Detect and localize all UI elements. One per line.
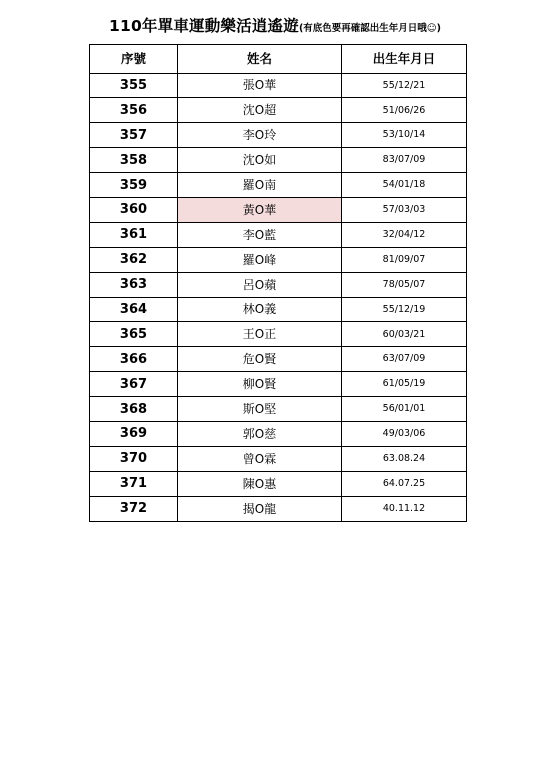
row-name: 揭O龍 (178, 496, 342, 521)
table-row (90, 446, 467, 471)
table-row (90, 471, 467, 496)
row-birthdate: 60/03/21 (342, 322, 467, 347)
row-birthdate: 57/03/03 (342, 197, 467, 222)
row-number: 369 (90, 421, 178, 446)
row-number: 371 (90, 471, 178, 496)
row-birthdate: 56/01/01 (342, 397, 467, 422)
row-birthdate: 32/04/12 (342, 222, 467, 247)
table-row (90, 322, 467, 347)
page-title (0, 14, 550, 36)
row-name: 斯O堅 (178, 397, 342, 422)
table-row (90, 222, 467, 247)
table-row (90, 297, 467, 322)
row-number: 370 (90, 446, 178, 471)
row-name: 沈O如 (178, 148, 342, 173)
row-name: 羅O南 (178, 173, 342, 198)
row-number: 359 (90, 173, 178, 198)
row-name: 林O義 (178, 297, 342, 322)
row-name: 呂O蘋 (178, 272, 342, 297)
row-number: 361 (90, 222, 178, 247)
row-number: 356 (90, 98, 178, 123)
row-number: 372 (90, 496, 178, 521)
row-birthdate: 55/12/19 (342, 297, 467, 322)
table-row (90, 123, 467, 148)
row-number: 363 (90, 272, 178, 297)
row-name: 張O華 (178, 73, 342, 98)
row-number: 362 (90, 247, 178, 272)
table-body (90, 73, 467, 521)
table-row (90, 272, 467, 297)
row-name: 危O賢 (178, 347, 342, 372)
row-number: 355 (90, 73, 178, 98)
row-name: 曾O霖 (178, 446, 342, 471)
row-birthdate: 53/10/14 (342, 123, 467, 148)
row-birthdate: 51/06/26 (342, 98, 467, 123)
row-birthdate: 83/07/09 (342, 148, 467, 173)
row-number: 367 (90, 372, 178, 397)
header-name: 姓名 (178, 45, 342, 74)
row-birthdate: 55/12/21 (342, 73, 467, 98)
row-number: 366 (90, 347, 178, 372)
table-row (90, 347, 467, 372)
row-number: 368 (90, 397, 178, 422)
row-birthdate: 49/03/06 (342, 421, 467, 446)
table-row (90, 98, 467, 123)
table-row (90, 148, 467, 173)
row-name: 沈O超 (178, 98, 342, 123)
row-name: 羅O峰 (178, 247, 342, 272)
row-name: 郭O慈 (178, 421, 342, 446)
row-name: 李O玲 (178, 123, 342, 148)
row-name: 黃O華 (178, 197, 342, 222)
table-row (90, 421, 467, 446)
table-row (90, 197, 467, 222)
row-birthdate: 61/05/19 (342, 372, 467, 397)
table-row (90, 173, 467, 198)
row-birthdate: 40.11.12 (342, 496, 467, 521)
row-number: 360 (90, 197, 178, 222)
row-birthdate: 78/05/07 (342, 272, 467, 297)
row-birthdate: 63/07/09 (342, 347, 467, 372)
title-main: 110年單車運動樂活逍遙遊 (108, 17, 299, 35)
row-birthdate: 54/01/18 (342, 173, 467, 198)
row-number: 358 (90, 148, 178, 173)
table-row (90, 496, 467, 521)
row-birthdate: 81/09/07 (342, 247, 467, 272)
row-name: 王O正 (178, 322, 342, 347)
table-row (90, 372, 467, 397)
row-birthdate: 64.07.25 (342, 471, 467, 496)
header-row (90, 45, 467, 74)
row-name: 陳O惠 (178, 471, 342, 496)
row-name: 李O藍 (178, 222, 342, 247)
header-number: 序號 (90, 45, 178, 74)
row-name: 柳O賢 (178, 372, 342, 397)
header-birthdate: 出生年月日 (342, 45, 467, 74)
table-row (90, 397, 467, 422)
table-row (90, 73, 467, 98)
row-birthdate: 63.08.24 (342, 446, 467, 471)
row-number: 364 (90, 297, 178, 322)
row-number: 357 (90, 123, 178, 148)
table-row (90, 247, 467, 272)
row-number: 365 (90, 322, 178, 347)
participant-table (89, 44, 467, 522)
title-note: (有底色要再確認出生年月日哦☺) (298, 23, 442, 34)
